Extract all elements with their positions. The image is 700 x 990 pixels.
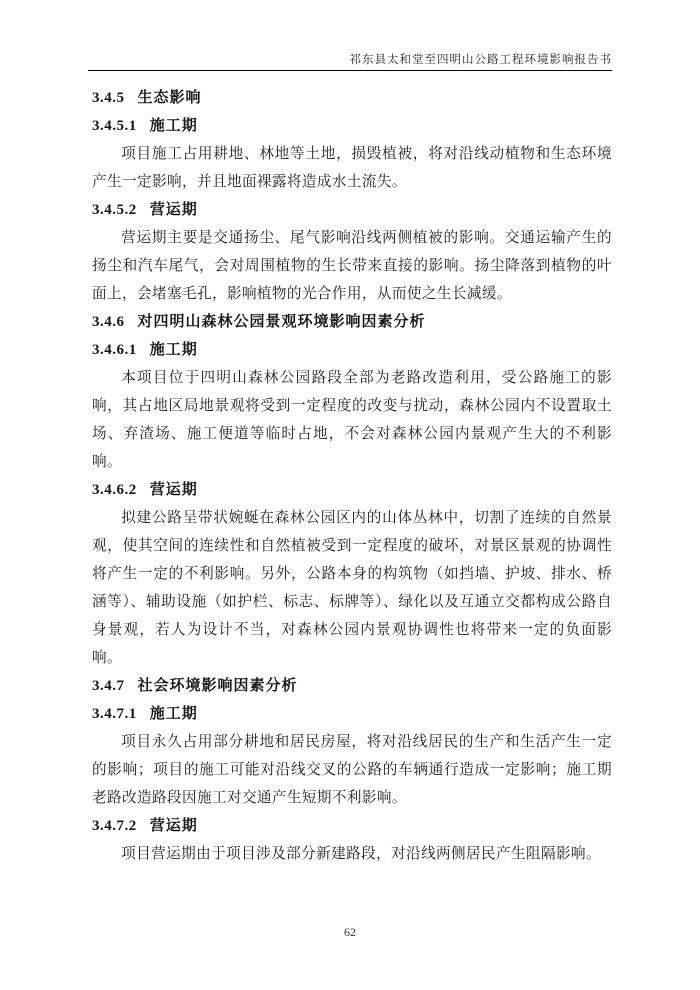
- section-number: 3.4.5: [92, 90, 125, 106]
- heading-3-4-5-1: [92, 112, 612, 140]
- section-title: 施工期: [149, 118, 198, 134]
- section-title: 施工期: [149, 706, 198, 722]
- section-number: 3.4.7.1: [92, 706, 137, 722]
- section-number: 3.4.6: [92, 314, 125, 330]
- para-3-4-6-1-construction-landscape: 本项目位于四明山森林公园路段全部为老路改造利用，受公路施工的影响，其占地区局地景观将受到一定程度的改变与扰动，森林公园内不设置取土场、弃渣场、施工便道等临时占地，不会对森林公园内景观产生大的不利影响。: [92, 370, 612, 470]
- heading-3-4-7-2: [92, 812, 612, 840]
- section-number: 3.4.5.1: [92, 118, 137, 134]
- section-number: 3.4.5.2: [92, 202, 137, 218]
- heading-3-4-5-2: [92, 196, 612, 224]
- para-3-4-5-1-construction-impact: 项目施工占用耕地、林地等土地，损毁植被，将对沿线动植物和生态环境产生一定影响，并且地面裸露将造成水土流失。: [92, 146, 612, 190]
- section-number: 3.4.6.2: [92, 482, 137, 498]
- para-3-4-7-2-social-operation: 项目营运期由于项目涉及部分新建路段，对沿线两侧居民产生阻隔影响。: [121, 846, 601, 862]
- heading-3-4-5: [92, 84, 612, 112]
- heading-3-4-7: [92, 672, 612, 700]
- section-title: 营运期: [149, 818, 198, 834]
- heading-3-4-6-1: [92, 336, 612, 364]
- page-body: [92, 84, 612, 868]
- section-title: 施工期: [149, 342, 198, 358]
- heading-3-4-6-2: [92, 476, 612, 504]
- section-title: 对四明山森林公园景观环境影响因素分析: [137, 314, 426, 330]
- section-title: 生态影响: [137, 90, 202, 106]
- header-rule: [88, 70, 612, 71]
- section-number: 3.4.7.2: [92, 818, 137, 834]
- running-header-title: 祁东县太和堂至四明山公路工程环境影响报告书: [349, 54, 612, 66]
- heading-3-4-7-1: [92, 700, 612, 728]
- section-title: 营运期: [149, 482, 198, 498]
- section-title: 社会环境影响因素分析: [137, 678, 298, 694]
- para-3-4-5-2-operation-impact: 营运期主要是交通扬尘、尾气影响沿线两侧植被的影响。交通运输产生的扬尘和汽车尾气，会对周围植物的生长带来直接的影响。扬尘降落到植物的叶面上，会堵塞毛孔，影响植物的光合作用，从而使之生长减缓。: [92, 230, 612, 302]
- section-number: 3.4.7: [92, 678, 125, 694]
- para-3-4-7-1-social-construction: 项目永久占用部分耕地和居民房屋，将对沿线居民的生产和生活产生一定的影响；项目的施工可能对沿线交叉的公路的车辆通行造成一定影响；施工期老路改造路段因施工对交通产生短期不利影响。: [92, 734, 612, 806]
- para-3-4-6-2-operation-landscape: 拟建公路呈带状婉蜒在森林公园区内的山体丛林中，切割了连续的自然景观，使其空间的连续性和自然植被受到一定程度的破坏，对景区景观的协调性将产生一定的不利影响。另外，公路本身的构筑物（如挡墙、护坡、排水、桥涵等）、辅助设施（如护栏、标志、标牌等）、绿化以及互通立交都构成公路自身景观，若人为设计不当，对森林公园内景观协调性也将带来一定的负面影响。: [92, 510, 612, 666]
- section-title: 营运期: [149, 202, 198, 218]
- page-number: 62: [344, 925, 356, 939]
- section-number: 3.4.6.1: [92, 342, 137, 358]
- heading-3-4-6: [92, 308, 612, 336]
